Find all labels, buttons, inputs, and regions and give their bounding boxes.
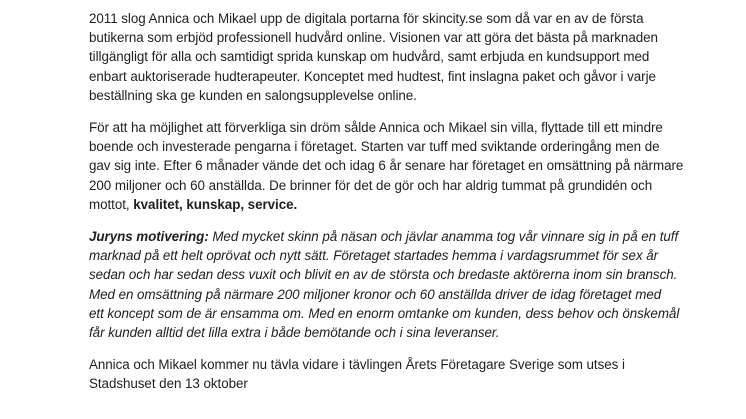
motto-prefix: mottot, [89, 196, 134, 212]
text-line [89, 195, 669, 214]
text-line: 2011 slog Annica och Mikael upp de digitala portarna för skincity.se som då var en av de första [89, 11, 644, 26]
text-line: får kunden alltid det lilla extra i både bemötande och i sina leveranser. [89, 325, 500, 341]
motto-bold: kvalitet, kunskap, service. [133, 196, 298, 212]
paragraph-competition [89, 355, 669, 393]
text-line: För att ha möjlighet att förverkliga sin dröm sålde Annica och Mikael sin villa, flyttade till ett mindre [89, 120, 663, 136]
paragraph-history [89, 118, 684, 214]
paragraph-jury-motivation [89, 227, 680, 342]
text-line: gav sig inte. Efter 6 månader vände det och idag 6 år senare har företaget en omsättning på närmare [89, 158, 684, 174]
document-page [89, 9, 684, 394]
text-line: Stadshuset den 13 oktober [89, 376, 248, 392]
text-line: ett koncept som de är ensamma om. Med en enorm omtanke om kunden, dess behov och önskemål [89, 305, 680, 321]
text-line: sedan och har sedan dess vuxit och blivit en av de största och bredaste aktörerna inom sin bransch. [89, 267, 678, 283]
paragraph-intro [89, 9, 669, 105]
jury-label: Juryns motivering: [89, 229, 209, 245]
text-line: butikerna som erbjöd professionell hudvård online. Visionen var att göra det bästa på marknaden [89, 30, 658, 46]
text-line [89, 227, 679, 246]
text-line: enbart auktoriserade hudterapeuter. Konceptet med hudtest, fint inslagna paket och gåvor i varje [89, 68, 656, 84]
text-line: beställning ska ge kunden en salongsupplevelse online. [89, 87, 417, 103]
text-line: boende och investerade pengarna i företaget. Starten var tuff med sviktande orderingång men de [89, 139, 660, 155]
text-line: Annica och Mikael kommer nu tävla vidare i tävlingen Årets Företagare Sverige som utses i [89, 357, 625, 373]
text-line: Med en omsättning på närmare 200 miljoner kronor och 60 anställda driver de idag företaget med [89, 286, 662, 302]
text-line: marknad på ett helt oprövat och nytt sätt. Företaget startades hemma i vardagsrummet för sex år [89, 248, 659, 264]
jury-first-line: Med mycket skinn på näsan och jävlar anamma tog vår vinnare sig in på en tuff [208, 229, 679, 245]
text-line: tillgängligt för alla och samtidigt sprida kunskap om hudvård, samt erbjuda en kundsupport med [89, 49, 650, 65]
text-line: 200 miljoner och 60 anställda. De brinner för det de gör och har aldrig tummat på grundidén och [89, 177, 653, 193]
